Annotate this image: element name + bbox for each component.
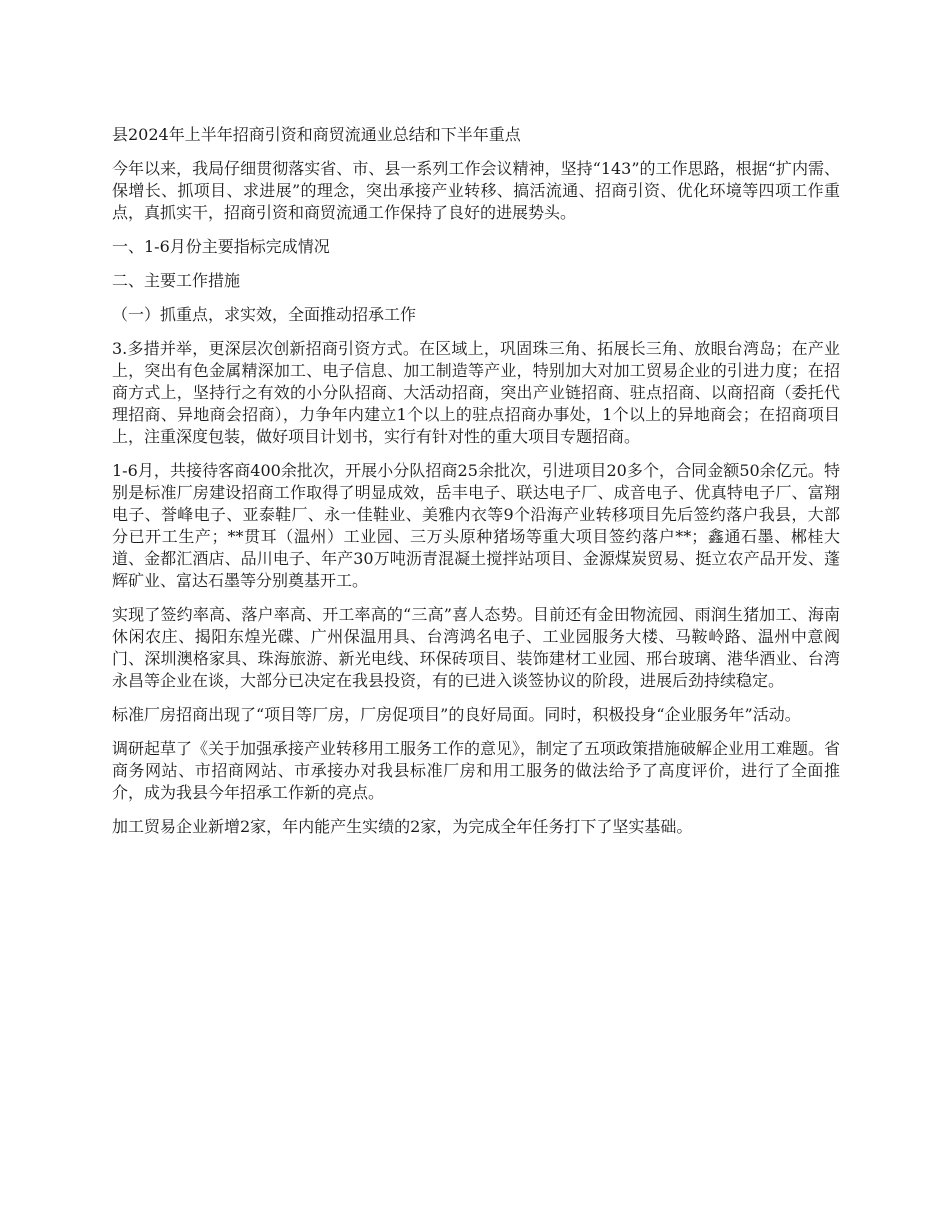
section-heading-indicators: 一、1-6月份主要指标完成情况 [112, 237, 330, 256]
paragraph-investment-methods: 3.多措并举，更深层次创新招商引资方式。在区域上，巩固珠三角、拓展长三角、放眼台湾岛；在产业上，突出有色金属精深加工、电子信息、加工制造等产业，特别加大对加工贸易企业的引进力度；在招商方式上，坚持行之有效的小分队招商、大活动招商，突出产业链招商、驻点招商、以商招商（委托代理招商、异地商会招商），力争年内建立1个以上的驻点招商办事处，1个以上的异地商会；在招商项目上，注重深度包装，做好项目计划书，实行有针对性的重大项目专题招商。 [112, 339, 840, 446]
paragraph-processing-trade: 加工贸易企业新增2家，年内能产生实绩的2家，为完成全年任务打下了坚实基础。 [112, 817, 693, 836]
section-heading-measures: 二、主要工作措施 [112, 271, 241, 290]
intro-paragraph: 今年以来，我局仔细贯彻落实省、市、县一系列工作会议精神，坚持“143”的工作思路，根据“扩内需、保增长、抓项目、求进展”的理念，突出承接产业转移、搞活流通、招商引资、优化环境等四项工作重点，真抓实干，招商引资和商贸流通工作保持了良好的进展势头。 [112, 159, 840, 222]
document-body [112, 124, 840, 850]
document-title: 县2024年上半年招商引资和商贸流通业总结和下半年重点 [112, 125, 521, 144]
paragraph-standard-factory: 标准厂房招商出现了“项目等厂房，厂房促项目”的良好局面。同时，积极投身“企业服务年”活动。 [112, 705, 801, 724]
subsection-heading-focus: （一）抓重点，求实效，全面推动招承工作 [112, 305, 417, 324]
paragraph-three-highs: 实现了签约率高、落户率高、开工率高的“三高”喜人态势。目前还有金田物流园、雨润生猪加工、海南休闲农庄、揭阳东煌光碟、广州保温用具、台湾鸿名电子、工业园服务大楼、马鞍岭路、温州中意阀门、深圳澳格家具、珠海旅游、新光电线、环保砖项目、装饰建材工业园、邢台玻璃、港华酒业、台湾永昌等企业在谈，大部分已决定在我县投资，有的已进入谈签协议的阶段，进展后劲持续稳定。 [112, 605, 840, 690]
paragraph-results: 1-6月，共接待客商400余批次，开展小分队招商25余批次，引进项目20多个，合同金额50余亿元。特别是标准厂房建设招商工作取得了明显成效，岳丰电子、联达电子厂、成音电子、优真特电子厂、富翔电子、誉峰电子、亚泰鞋厂、永一佳鞋业、美雅内衣等9个沿海产业转移项目先后签约落户我县，大部分已开工生产；**贯耳（温州）工业园、三万头原种猪场等重大项目签约落户**；鑫通石墨、郴桂大道、金都汇酒店、品川电子、年产30万吨沥青混凝土搅拌站项目、金源煤炭贸易、挺立农产品开发、蓬辉矿业、富达石墨等分别奠基开工。 [112, 461, 840, 590]
paragraph-labor-service: 调研起草了《关于加强承接产业转移用工服务工作的意见》，制定了五项政策措施破解企业用工难题。省商务网站、市招商网站、市承接办对我县标准厂房和用工服务的做法给予了高度评价，进行了全面推介，成为我县今年招承工作新的亮点。 [112, 739, 841, 802]
